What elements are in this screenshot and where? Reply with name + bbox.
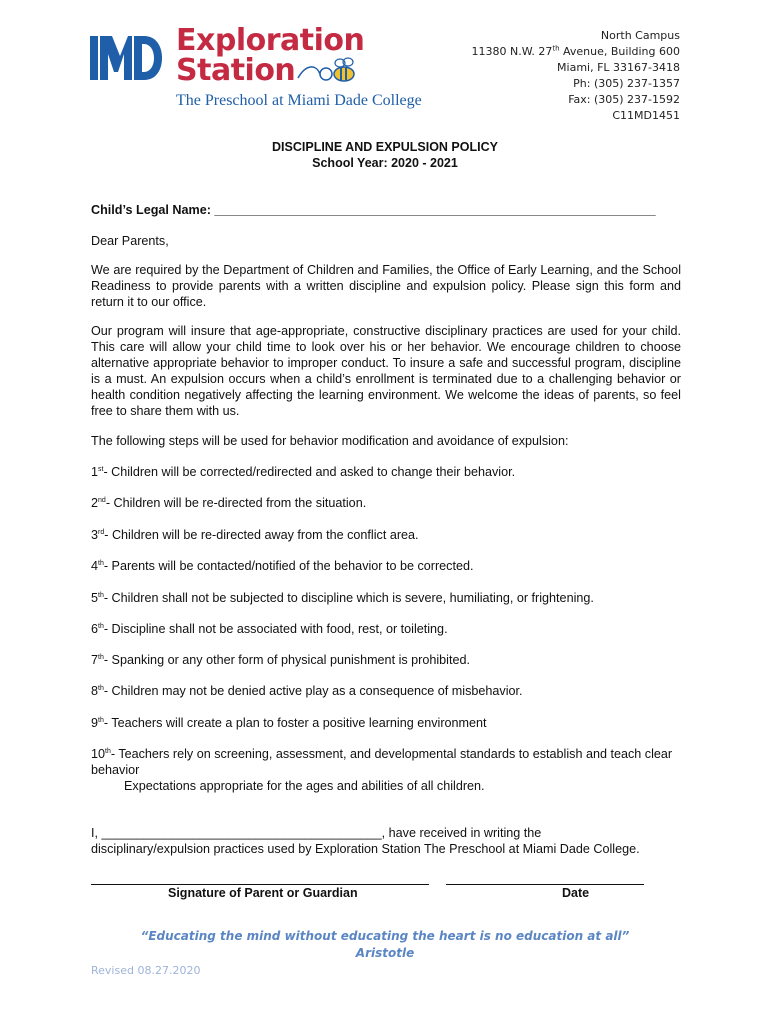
brand-line-2: Station [176,53,296,88]
list-item: 8th- Children may not be denied active play as a consequence of misbehavior. [91,684,523,698]
paragraph-requirement: We are required by the Department of Children and Families, the Office of Early Learning, and the School Readiness to provide parents with a written discipline and expulsion policy. Please sign this form and return it to our office. [91,263,681,309]
list-item: 6th- Discipline shall not be associated with food, rest, or toileting. [91,622,448,636]
street-address [472,44,681,60]
street-suffix: Avenue, Building 600 [559,45,680,58]
address-block [472,28,681,124]
bee-icon [296,56,358,86]
signature-line[interactable] [91,884,429,885]
acknowledgement-line-2: disciplinary/expulsion practices used by Exploration Station The Preschool at Miami Dade College. [91,842,640,856]
list-item: 3rd- Children will be re-directed away from the conflict area. [91,528,419,542]
exploration-station-logo [90,23,430,112]
quote-text: “Educating the mind without educating the heart is no education at all” [140,929,630,943]
steps-intro: The following steps will be used for behavior modification and avoidance of expulsion: [91,434,569,448]
md-logo-icon [90,32,162,84]
list-item-continuation: Expectations appropriate for the ages and abilities of all children. [124,779,485,793]
paragraph-program: Our program will insure that age-appropriate, constructive disciplinary practices are used for your child. This care will allow your child time to look over his or her behavior. We encourage children to choose alternative appropriate behavior to improper conduct. To insure a safe and successful program, discipline is a must. An expulsion occurs when a child’s enrollment is terminated due to a challenging behavior or health condition negatively affecting the learning environment. We welcome the ideas of parents, so feel free to share them with us. [91,324,681,418]
acknowledgement-line-1[interactable]: I, ________________________________________, have received in writing the [91,826,542,840]
date-label: Date [562,886,590,900]
salutation: Dear Parents, [91,234,169,248]
list-item: 2nd- Children will be re-directed from the situation. [91,496,367,510]
street-ordinal: th [552,44,560,53]
list-item: 9th- Teachers will create a plan to foster a positive learning environment [91,716,487,730]
list-item: 1st- Children will be corrected/redirected and asked to change their behavior. [91,465,516,479]
document-title: DISCIPLINE AND EXPULSION POLICY [272,140,498,154]
city-state-zip: Miami, FL 33167-3418 [557,61,680,74]
facility-code: C11MD1451 [612,109,680,122]
signature-label: Signature of Parent or Guardian [168,886,358,900]
child-name-field[interactable]: Child’s Legal Name: _______________________________________________________________ [91,203,656,217]
phone-number: Ph: (305) 237-1357 [573,77,680,90]
list-item: 7th- Spanking or any other form of physical punishment is prohibited. [91,653,470,667]
fax-number: Fax: (305) 237-1592 [568,93,680,106]
list-item: 5th- Children shall not be subjected to discipline which is severe, humiliating, or frightening. [91,591,594,605]
list-item: 4th- Parents will be contacted/notified of the behavior to be corrected. [91,559,474,573]
brand-line-1: Exploration [176,23,365,58]
date-line[interactable] [446,884,644,885]
school-year: School Year: 2020 - 2021 [312,156,458,170]
list-item: 10th- Teachers rely on screening, assessment, and developmental standards to establish and teach clear behavior [91,747,673,777]
street-prefix: 11380 N.W. 27 [471,45,553,58]
revision-date: Revised 08.27.2020 [91,964,201,977]
quote-author: Aristotle [355,946,415,960]
logo-tagline: The Preschool at Miami Dade College [176,92,422,109]
campus-name: North Campus [600,29,680,42]
